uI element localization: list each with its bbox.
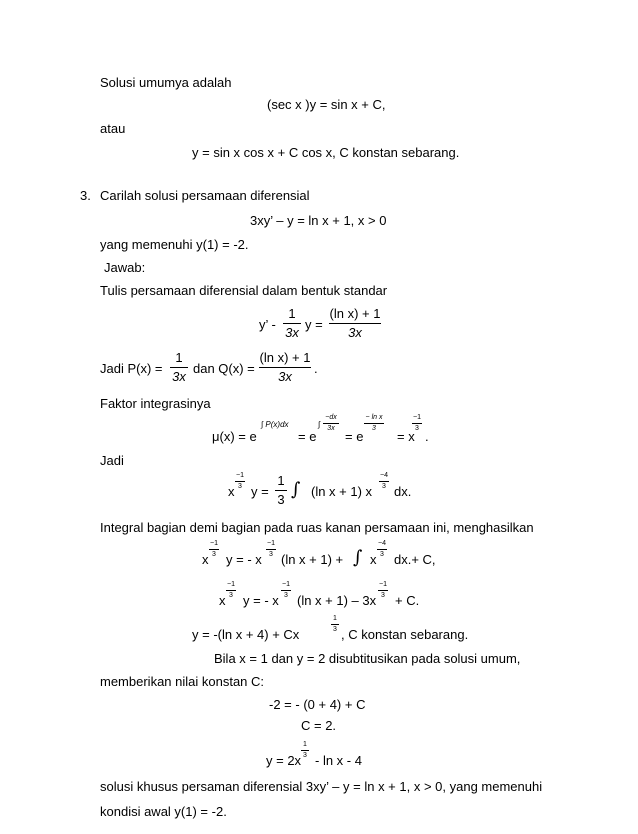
fraction-bar <box>412 423 422 424</box>
fraction-bar <box>377 549 387 550</box>
numerator: −1 <box>267 540 275 547</box>
eq-text: μ(x) = e <box>212 429 257 444</box>
denominator: 3 <box>415 424 419 432</box>
numerator: (ln x) + 1 <box>329 306 381 321</box>
exponent-fraction <box>379 472 389 490</box>
equation: 3xy’ – y = ln x + 1, x > 0 <box>250 213 387 228</box>
fraction-bar <box>301 750 309 751</box>
eq-text: dx. <box>394 484 412 499</box>
eq-text: y = - x <box>226 552 262 567</box>
eq-text: . <box>425 429 429 444</box>
exponent-fraction <box>226 581 236 599</box>
text-line: Integral bagian demi bagian pada ruas kanan persamaan ini, menghasilkan <box>100 520 534 535</box>
numerator: 1 <box>277 473 285 488</box>
eq-text: dan Q(x) = <box>193 361 255 376</box>
exponent-fraction <box>378 581 388 599</box>
eq-text: dx.+ C, <box>394 552 436 567</box>
denominator: 3x <box>172 369 186 385</box>
fraction-bar <box>323 423 339 424</box>
integral-sign: ∫ <box>353 547 363 568</box>
exponent-fraction <box>281 581 291 599</box>
denominator: 3 <box>277 492 285 508</box>
denominator: 3 <box>284 591 288 599</box>
fraction <box>329 307 381 341</box>
eq-text: . <box>314 361 318 376</box>
numerator: −1 <box>210 540 218 547</box>
text-line: Solusi umumya adalah <box>100 75 232 90</box>
exponent-fraction <box>364 414 384 432</box>
denominator: 3 <box>382 482 386 490</box>
exponent-fraction <box>412 414 422 432</box>
denominator: 3 <box>212 550 216 558</box>
fraction-bar <box>331 624 339 625</box>
exponent: ∫ P(x)dx <box>261 420 289 429</box>
numerator: −1 <box>413 414 421 421</box>
exponent-fraction <box>301 741 309 759</box>
eq-text: Jadi P(x) = <box>100 361 163 376</box>
fraction-bar <box>329 323 381 324</box>
numerator: −dx <box>325 414 337 421</box>
text-line: Carilah solusi persamaan diferensial <box>100 188 310 203</box>
fraction-bar <box>259 367 311 368</box>
numerator: 1 <box>333 615 337 622</box>
denominator: 3 <box>372 424 376 432</box>
integral-sign: ∫ <box>318 420 321 429</box>
text-line: kondisi awal y(1) = -2. <box>100 804 227 819</box>
fraction-bar <box>275 490 287 491</box>
exponent-fraction <box>209 540 219 558</box>
numerator: −4 <box>380 472 388 479</box>
eq-text: (ln x + 1) x <box>311 484 373 499</box>
eq-text: y = <box>305 317 323 332</box>
numerator: −1 <box>227 581 235 588</box>
eq-text: x <box>219 593 226 608</box>
text-line: Bila x = 1 dan y = 2 disubtitusikan pada solusi umum, <box>214 651 521 666</box>
denominator: 3 <box>380 550 384 558</box>
fraction <box>259 351 311 385</box>
eq-text: (ln x + 1) + <box>281 552 344 567</box>
numerator: −4 <box>378 540 386 547</box>
exponent-fraction <box>266 540 276 558</box>
numerator: −1 <box>282 581 290 588</box>
eq-text: y = -(ln x + 4) + Cx <box>192 627 300 642</box>
fraction-bar <box>235 481 245 482</box>
numerator: 1 <box>175 350 183 365</box>
eq-text: x <box>202 552 209 567</box>
eq-text: = e <box>345 429 364 444</box>
denominator: 3 <box>333 625 337 633</box>
text-line: Faktor integrasinya <box>100 396 211 411</box>
denominator: 3 <box>269 550 273 558</box>
fraction-bar <box>209 549 219 550</box>
fraction-bar <box>226 590 236 591</box>
eq-text: = e <box>298 429 317 444</box>
eq-text: y = - x <box>243 593 279 608</box>
denominator: 3x <box>348 325 362 341</box>
text-line: atau <box>100 121 126 136</box>
denominator: 3x <box>278 369 292 385</box>
text-line: Tulis persamaan diferensial dalam bentuk standar <box>100 283 388 298</box>
denominator: 3x <box>327 424 335 432</box>
denominator: 3 <box>381 591 385 599</box>
eq-text: y = 2x <box>266 753 302 768</box>
numerator: (ln x) + 1 <box>259 350 311 365</box>
exponent-fraction <box>331 615 339 633</box>
exponent-fraction <box>323 414 339 432</box>
denominator: 3 <box>229 591 233 599</box>
eq-text: , C konstan sebarang. <box>341 627 469 642</box>
fraction-bar <box>378 590 388 591</box>
text-line: memberikan nilai konstan C: <box>100 674 265 689</box>
fraction <box>170 351 188 385</box>
eq-text: y’ - <box>259 317 276 332</box>
exponent-fraction <box>377 540 387 558</box>
equation: -2 = - (0 + 4) + C <box>269 697 366 712</box>
fraction-bar <box>283 323 301 324</box>
equation: C = 2. <box>301 718 337 733</box>
numerator: 1 <box>303 741 307 748</box>
fraction-bar <box>266 549 276 550</box>
problem-number: 3. <box>80 188 91 203</box>
eq-text: (ln x + 1) – 3x <box>297 593 377 608</box>
exponent-fraction <box>235 472 245 490</box>
fraction-bar <box>364 423 384 424</box>
text-line: Jadi <box>100 453 124 468</box>
eq-text: x <box>228 484 235 499</box>
fraction <box>275 474 287 508</box>
fraction-bar <box>379 481 389 482</box>
eq-text: + C. <box>395 593 420 608</box>
eq-text: y = <box>251 484 269 499</box>
equation: (sec x )y = sin x + C, <box>267 97 386 112</box>
equation: y = sin x cos x + C cos x, C konstan sebarang. <box>192 145 460 160</box>
denominator: 3 <box>238 482 242 490</box>
numerator: −1 <box>236 472 244 479</box>
numerator: 1 <box>288 306 296 321</box>
numerator: − ln x <box>365 414 383 421</box>
numerator: −1 <box>379 581 387 588</box>
eq-text: - ln x - 4 <box>315 753 362 768</box>
integral-sign: ∫ <box>291 479 301 500</box>
text-line: solusi khusus persaman diferensial 3xy’ – y = ln x + 1, x > 0, yang memenuhi <box>100 779 543 794</box>
text-line: Jawab: <box>104 260 146 275</box>
denominator: 3 <box>303 751 307 759</box>
text-line: yang memenuhi y(1) = -2. <box>100 237 249 252</box>
fraction <box>283 307 301 341</box>
fraction-bar <box>281 590 291 591</box>
denominator: 3x <box>285 325 299 341</box>
fraction-bar <box>170 367 188 368</box>
eq-text: x <box>370 552 377 567</box>
eq-text: = x <box>397 429 415 444</box>
